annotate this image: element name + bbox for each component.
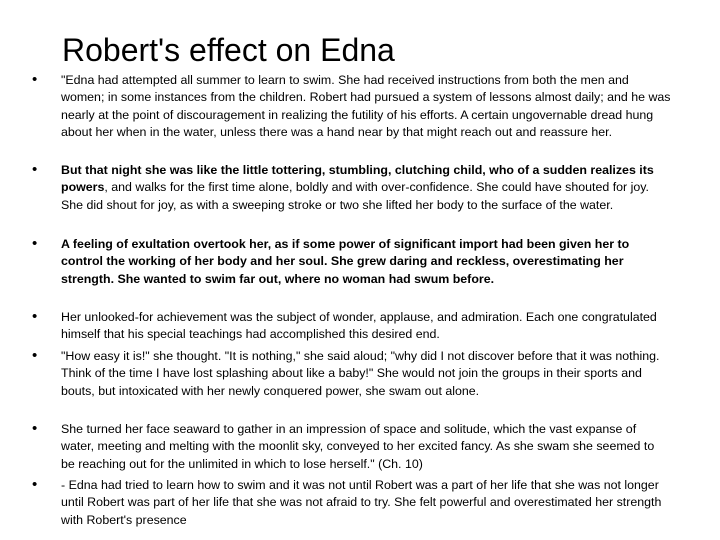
slide-title: Robert's effect on Edna [62, 32, 395, 68]
bullet-dot-icon: • [32, 476, 38, 493]
bullet-text-1: "Edna had attempted all summer to learn to swim. She had received instructions from both the men and women; in some instances from the children. Robert had pursued a system of lessons almost daily; and he was nearly at the point of discouragement in realizing the futility of his efforts. A certain ungovernable dread hung about her when in the water, unless there was a hand near by that might reach out and reassure her. [61, 73, 671, 140]
bullet-text-6: She turned her face seaward to gather in an impression of space and solitude, which the vast expanse of water, meeting and melting with the moonlit sky, conveyed to her excited fancy. As she swam she seemed to be reaching out for the unlimited in which to lose herself." (Ch. 10) [61, 422, 655, 471]
bullet-item-6 [32, 420, 671, 473]
bullet-dot-icon: • [32, 308, 38, 325]
bullet-dot-icon: • [32, 161, 38, 178]
bullet-item-1 [32, 71, 671, 142]
bullet-text-4: Her unlooked-for achievement was the subject of wonder, applause, and admiration. Each one congratulated himself that his special teachings had accomplished this desired end. [61, 310, 657, 342]
bullet-text-7: - Edna had tried to learn how to swim and it was not until Robert was a part of her life that she was not longer until Robert was part of her life that she was not afraid to try. She felt powerful and overestimated her strength with Robert's presence [61, 478, 662, 527]
bullet-bold-text-2: But that night she was like the little tottering, stumbling, clutching child, who of a sudden realizes its powers [61, 163, 654, 195]
bullet-bold-text-3: A feeling of exultation overtook her, as if some power of significant import had been given her to control the working of her body and her soul. She grew daring and reckless, overestimating her strength. She wanted to swim far out, where no woman had swum before. [61, 237, 630, 286]
bullet-item-3 [32, 235, 671, 288]
bullet-item-5 [32, 347, 671, 400]
bullet-text-5: "How easy it is!" she thought. "It is nothing," she said aloud; "why did I not discover before that it was nothing. Think of the time I have lost splashing about like a baby!" She would not join the groups in their sports and bouts, but intoxicated with her newly conquered power, she swam out alone. [61, 349, 660, 398]
bullet-dot-icon: • [32, 347, 38, 364]
bullet-dot-icon: • [32, 420, 38, 437]
bullet-item-2 [32, 161, 671, 214]
bullet-dot-icon: • [32, 235, 38, 252]
bullet-dot-icon: • [32, 71, 38, 88]
bullet-text-2: , and walks for the first time alone, boldly and with over-confidence. She could have shouted for joy. She did shout for joy, as with a sweeping stroke or two she lifted her body to the surface of the water. [61, 180, 649, 212]
bullet-item-4 [32, 308, 671, 344]
bullet-item-7 [32, 476, 671, 529]
